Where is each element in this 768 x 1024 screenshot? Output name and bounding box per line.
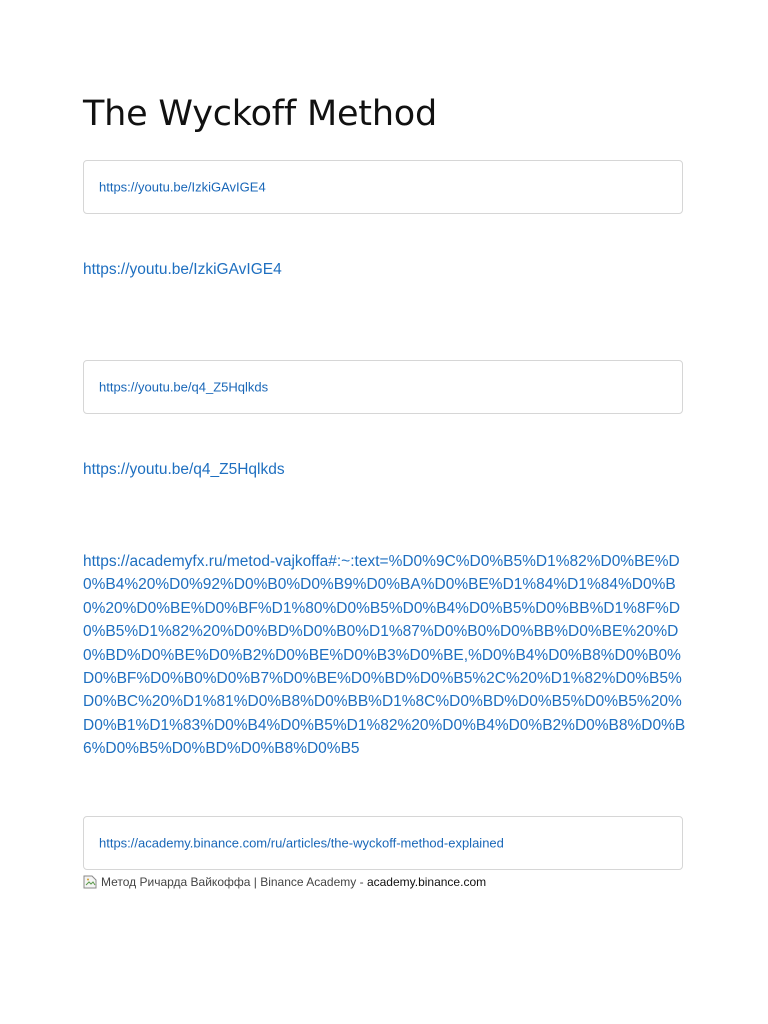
bookmark-link[interactable]: https://youtu.be/q4_Z5Hqlkds xyxy=(99,379,269,395)
page-title: The Wyckoff Method xyxy=(83,94,438,134)
caption-domain: academy.binance.com xyxy=(366,875,487,889)
academyfx-link[interactable]: https://academyfx.ru/metod-vajkoffa#:~:text=%D0%9C%D0%B5%D1%82%D0%BE%D0%B4%20%D0%92%D0%B0%D0%B9%D0%BA%D0%BE%D1%84%D1%84%D0%B0%20%D0%BE%D0%BF%D1%80%D0%B5%D0%B4%D0%B5%D0%BB%D1%8F%D0%B5%D1%82%20%D0%BD%D0%B0%D1%87%D0%B0%D0%BB%D0%BE%20%D0%BD%D0%BE%D0%B2%D0%BE%D0%B3%D0%BE,%D0%B4%D0%B8%D0%B0%D0%BF%D0%B0%D0%B7%D0%BE%D0%BD%D0%B5%2C%20%D1%82%D0%B5%D0%BC%20%D1%81%D0%B8%D0%BB%D1%8C%D0%BD%D0%B5%D0%B5%20%D0%B1%D1%83%D0%B4%D0%B5%D1%82%20%D0%B4%D0%B2%D0%B8%D0%B6%D0%B5%D0%BD%D0%B8%D0%B5 xyxy=(83,553,686,758)
bookmark-card[interactable] xyxy=(83,360,683,414)
bookmark-link[interactable]: https://academy.binance.com/ru/articles/the-wyckoff-method-explained xyxy=(99,835,504,851)
bookmark-card[interactable] xyxy=(83,160,683,214)
bookmark-card[interactable] xyxy=(83,816,683,870)
bookmark-link[interactable]: https://youtu.be/IzkiGAvIGE4 xyxy=(99,179,266,195)
bookmark-caption[interactable] xyxy=(83,874,486,890)
youtube-link[interactable]: https://youtu.be/IzkiGAvIGE4 xyxy=(83,261,282,278)
broken-image-icon xyxy=(83,875,97,889)
caption-separator: - xyxy=(356,875,367,889)
youtube-link[interactable]: https://youtu.be/q4_Z5Hqlkds xyxy=(83,461,285,478)
caption-title: Метод Ричарда Вайкоффа | Binance Academy xyxy=(101,875,357,889)
